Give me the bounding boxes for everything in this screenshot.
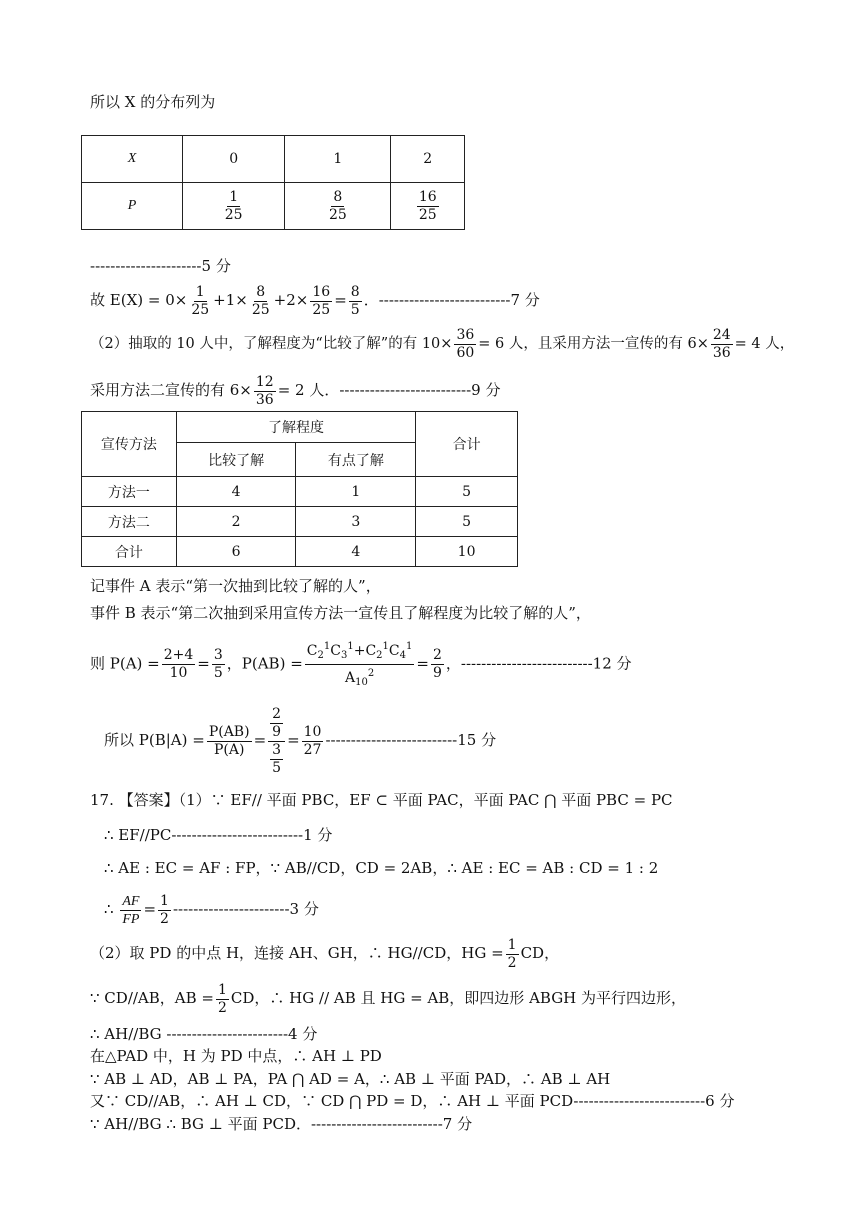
cell: 4 xyxy=(296,537,416,567)
cell: 方法一 xyxy=(82,477,177,507)
header-sub: 比较了解 xyxy=(176,443,296,477)
q17-line: ∴ AE : EC = AF : FP，∵ AB//CD，CD = 2AB，∴ AE : EC = AB : CD = 1 : 2 xyxy=(104,859,659,877)
x-value: 0 xyxy=(183,136,285,183)
p-value: $\frac{1}{25}$ xyxy=(183,183,285,230)
x-value: 2 xyxy=(391,136,465,183)
header-level: 了解程度 xyxy=(176,412,415,443)
score-line: ----------------------5 分 xyxy=(90,257,231,275)
intro-line: 所以 X 的分布列为 xyxy=(90,93,216,111)
distribution-table xyxy=(81,135,465,230)
p-value: $\frac{16}{25}$ xyxy=(391,183,465,230)
combination-fraction: $\frac{C_2^1C_3^1+C_2^1C_4^1}{A_{10}^2}$ xyxy=(305,638,415,691)
q17-rest-line: ∵ AB ⊥ AD，AB ⊥ PA，PA ⋂ AD = A，∴ AB ⊥ 平面 PAD，∴ AB ⊥ AH xyxy=(90,1070,611,1088)
cell: 5 xyxy=(416,507,518,537)
p-header: P xyxy=(82,183,183,230)
cell: 5 xyxy=(416,477,518,507)
p-value: $\frac{8}{25}$ xyxy=(285,183,391,230)
cell: 6 xyxy=(176,537,296,567)
cell: 3 xyxy=(296,507,416,537)
x-header: X xyxy=(82,136,183,183)
probability-line: 则 P(A) = $\frac{2+4}{10}$ = $\frac{3}{5}$ ，P(AB) = $\frac{C_2^1C_3^1+C_2^1C_4^1}{A_{10}^2}$ = $\frac{2}{9}$ ，--------------------------12 分 xyxy=(90,638,632,691)
q17-rest-line: ∴ AH//BG ------------------------4 分 xyxy=(90,1025,318,1043)
q17-rest-line: ∵ AH//BG ∴ BG ⊥ 平面 PCD．--------------------------7 分 xyxy=(90,1115,473,1133)
part2-line: （2）抽取的 10 人中，了解程度为“比较了解”的有 10× $\frac{36}{60}$ = 6 人，且采用方法一宣传的有 6× $\frac{24}{36}$ = 4 人， xyxy=(90,326,795,361)
q17-rest-line: 在△PAD 中，H 为 PD 中点，∴ AH ⊥ PD xyxy=(90,1047,382,1065)
cell: 4 xyxy=(176,477,296,507)
header-total: 合计 xyxy=(416,412,518,477)
expectation-line: 故 E(X) = 0× $\frac{1}{25}$ +1× $\frac{8}{25}$ +2× $\frac{16}{25}$ = $\frac{8}{5}$ ．--------------------------7 分 xyxy=(90,283,540,318)
cell: 10 xyxy=(416,537,518,567)
q17-part2-line: （2）取 PD 的中点 H，连接 AH、GH，∴ HG//CD，HG = $\frac{1}{2}$ CD， xyxy=(90,936,560,971)
cell: 方法二 xyxy=(82,507,177,537)
cell: 1 xyxy=(296,477,416,507)
header-method: 宣传方法 xyxy=(82,412,177,477)
survey-table xyxy=(81,411,518,567)
q17-line: 17. 【答案】（1）∵ EF// 平面 PBC，EF ⊂ 平面 PAC，平面 PAC ⋂ 平面 PBC = PC xyxy=(90,791,673,809)
event-b-line: 事件 B 表示“第二次抽到采用宣传方法一宣传且了解程度为比较了解的人”， xyxy=(90,604,591,622)
part2b-line: 采用方法二宣传的有 6× $\frac{12}{36}$ = 2 人．--------------------------9 分 xyxy=(90,373,501,408)
compound-fraction: $\frac{\frac{2}{9}}{\frac{3}{5}}$ xyxy=(268,706,285,777)
header-sub: 有点了解 xyxy=(296,443,416,477)
event-a-line: 记事件 A 表示“第一次抽到比较了解的人”， xyxy=(90,577,381,595)
x-value: 1 xyxy=(285,136,391,183)
cell: 2 xyxy=(176,507,296,537)
conditional-line: 所以 P(B|A) = $\frac{P(AB)}{P(A)}$ = $\frac{\frac{2}{9}}{\frac{3}{5}}$ = $\frac{10}{27}$ --------------------------15 分 xyxy=(104,705,497,776)
q17-line: ∴ EF//PC--------------------------1 分 xyxy=(104,826,333,844)
q17-fraction-line: ∴ $\frac{AF}{FP}$ = $\frac{1}{2}$ -----------------------3 分 xyxy=(104,892,319,927)
cell: 合计 xyxy=(82,537,177,567)
q17-part3-line: ∵ CD//AB，AB = $\frac{1}{2}$ CD，∴ HG // AB 且 HG = AB，即四边形 ABGH 为平行四边形， xyxy=(90,981,687,1016)
q17-rest-line: 又∵ CD//AB，∴ AH ⊥ CD，∵ CD ⋂ PD = D，∴ AH ⊥ 平面 PCD--------------------------6 分 xyxy=(90,1092,735,1110)
